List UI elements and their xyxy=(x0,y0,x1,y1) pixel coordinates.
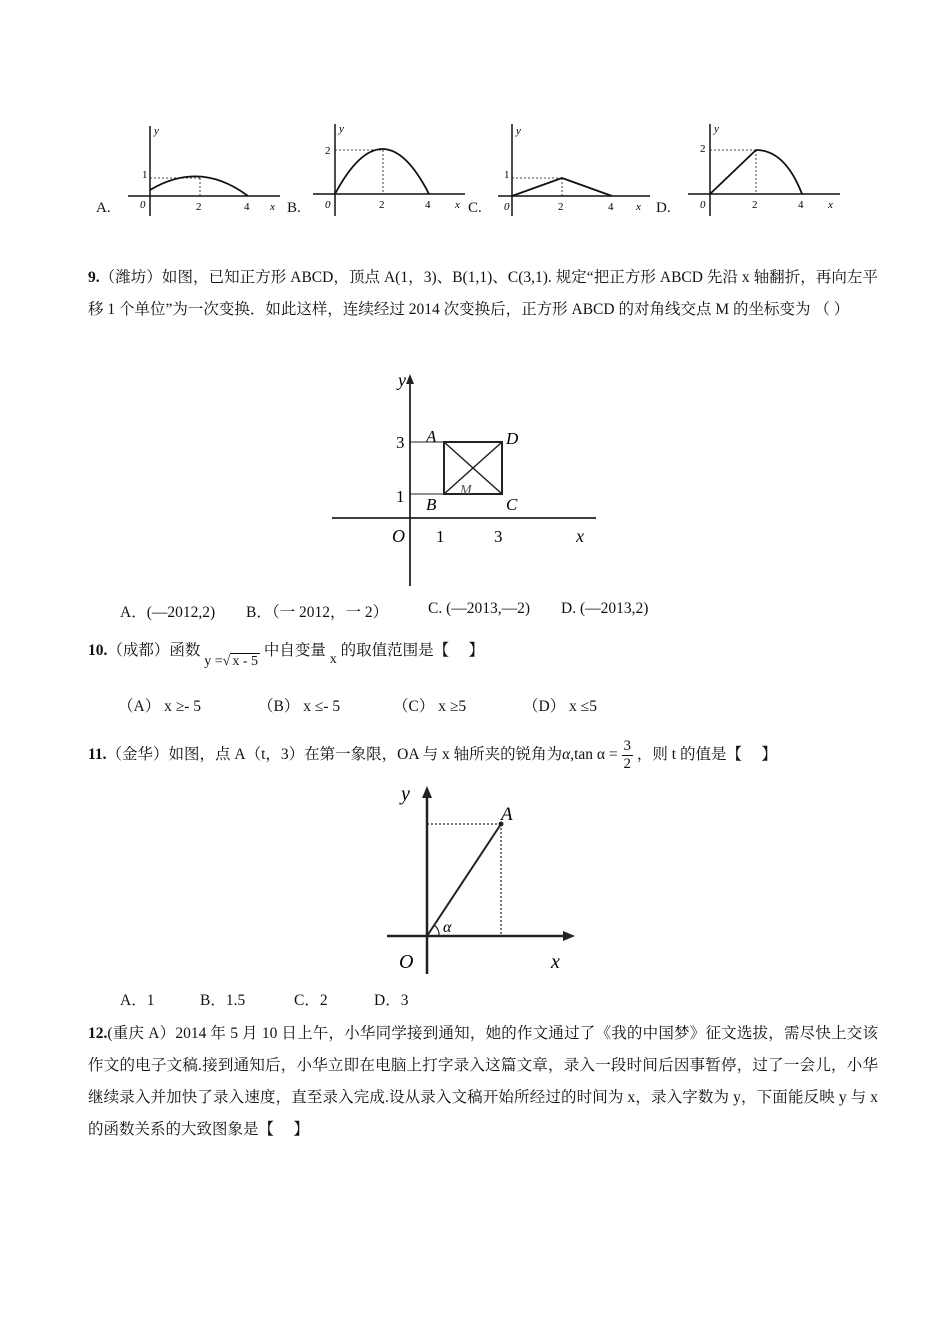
graph-a-x4: 4 xyxy=(244,201,250,213)
question-10-number: 10. xyxy=(88,642,108,659)
q11-fraction xyxy=(622,738,634,773)
q9-y-label: y xyxy=(398,372,406,390)
question-10 xyxy=(88,638,485,669)
graph-d-ylabel: y xyxy=(714,123,719,135)
q11-fraction-numerator: 3 xyxy=(623,738,632,754)
q11-figure xyxy=(385,778,585,978)
question-11-suffix: ，则 t 的值是【 】 xyxy=(636,746,777,764)
graph-a-ylabel: y xyxy=(154,125,159,137)
q9-figure xyxy=(330,372,602,590)
q10-option-d[interactable]: （D） x ≤5 xyxy=(523,698,597,715)
graph-b-origin: 0 xyxy=(325,199,331,211)
q9-label-b: B xyxy=(426,495,437,514)
question-10-middle: 中自变量 xyxy=(263,642,326,659)
q9-label-m: M xyxy=(460,483,472,498)
graph-c-xlabel: x xyxy=(636,201,641,213)
q9-option-d[interactable]: D. (—2013,2) xyxy=(561,600,649,617)
q11-option-b[interactable]: B．1.5 xyxy=(200,992,246,1009)
question-12 xyxy=(88,1018,878,1146)
graph-c-x2: 2 xyxy=(558,201,564,213)
graph-d-origin: 0 xyxy=(700,199,706,211)
q9-option-b[interactable]: B．（一 2012，一 2） xyxy=(246,604,389,621)
q11-origin: O xyxy=(399,951,414,973)
graph-d-xlabel: x xyxy=(828,199,833,211)
graph-a xyxy=(120,120,285,220)
q11-option-d[interactable]: D．3 xyxy=(374,992,409,1009)
graph-c-ylabel: y xyxy=(516,125,521,137)
q9-x-label: x xyxy=(576,526,584,546)
q9-label-c: C xyxy=(506,495,518,514)
q11-option-c[interactable]: C．2 xyxy=(294,992,328,1009)
graph-b-x2: 2 xyxy=(379,199,385,211)
graph-a-label: A. xyxy=(96,200,111,216)
q11-point-a: A xyxy=(501,804,513,825)
q9-ytick-3: 3 xyxy=(396,433,405,452)
q10-formula-radicand: x - 5 xyxy=(232,654,259,669)
q11-x-label: x xyxy=(551,951,560,973)
graph-a-y1: 1 xyxy=(142,169,148,181)
q11-alpha: α, xyxy=(562,746,575,764)
question-11 xyxy=(88,738,777,773)
graph-a-origin: 0 xyxy=(140,199,146,211)
q10-option-b[interactable]: （B） x ≤- 5 xyxy=(258,698,341,715)
graph-b xyxy=(305,120,470,220)
graph-b-ylabel: y xyxy=(339,123,344,135)
q10-formula-lhs: y = xyxy=(204,654,223,669)
graph-d xyxy=(680,120,845,220)
q10-formula: y =√ x - 5 xyxy=(204,654,259,669)
q9-tick-3: 3 xyxy=(494,527,503,546)
q9-label-a: A xyxy=(426,427,437,446)
q11-tan: tan α = xyxy=(574,746,618,764)
q9-origin: O xyxy=(392,526,405,546)
question-12-text: (重庆 A）2014 年 5 月 10 日上午，小华同学接到通知，她的作文通过了《我的中国梦》征文选拔，需尽快上交该作文的电子文稿.接到通知后，小华立即在电脑上打字录入这篇文章，录入一段时间后因事暂停，过了一会儿，小华继续录入并加快了录入速度，直至录入完成.设从录入文稿开始所经过的时间为 x，录入字数为 y，下面能反映 y 与 x 的函数关系的大致图象是【 】 xyxy=(88,1025,878,1138)
graph-c-label: C. xyxy=(468,200,482,216)
q11-y-label: y xyxy=(401,783,410,805)
q11-option-a[interactable]: A．1 xyxy=(120,992,155,1009)
graph-d-label: D. xyxy=(656,200,671,216)
question-10-suffix: 的取值范围是【 】 xyxy=(340,642,485,659)
graph-b-y2: 2 xyxy=(325,145,331,157)
question-12-number: 12. xyxy=(88,1025,108,1042)
q10-variable: x xyxy=(329,652,337,667)
q11-fraction-denominator: 2 xyxy=(623,756,632,772)
graph-b-x4: 4 xyxy=(425,199,431,211)
graph-d-x2: 2 xyxy=(752,199,758,211)
question-9-text: （潍坊）如图，已知正方形 ABCD，顶点 A(1，3)、B(1,1)、C(3,1). 规定“把正方形 ABCD 先沿 x 轴翻折，再向左平移 1 个单位”为一次变换．如此这样，连续经过 2014 次变换后，正方形 ABCD 的对角线交点 M 的坐标变为 （ ） xyxy=(88,269,878,318)
graph-c-origin: 0 xyxy=(504,201,510,213)
graph-a-x2: 2 xyxy=(196,201,202,213)
q9-option-a[interactable]: A．(—2012,2) xyxy=(120,604,216,621)
question-9-number: 9. xyxy=(88,269,100,286)
graph-c-y1: 1 xyxy=(504,169,510,181)
question-11-prefix: （金华）如图，点 A（t，3）在第一象限，OA 与 x 轴所夹的锐角为 xyxy=(106,746,563,764)
q10-option-a[interactable]: （A） x ≥- 5 xyxy=(118,698,201,715)
q9-option-c[interactable]: C. (—2013,—2) xyxy=(428,600,531,617)
question-9 xyxy=(88,262,878,326)
question-10-prefix: （成都）函数 xyxy=(107,642,201,659)
graph-c-x4: 4 xyxy=(608,201,614,213)
graph-a-xlabel: x xyxy=(270,201,275,213)
q9-ytick-1: 1 xyxy=(396,487,405,506)
q9-tick-1: 1 xyxy=(436,527,445,546)
graph-d-x4: 4 xyxy=(798,199,804,211)
graph-b-xlabel: x xyxy=(455,199,460,211)
graph-d-y2: 2 xyxy=(700,143,706,155)
q9-label-d: D xyxy=(506,429,519,448)
q11-angle-label: α xyxy=(443,919,452,936)
graph-b-label: B. xyxy=(287,200,301,216)
question-11-number: 11. xyxy=(88,746,107,764)
graph-c xyxy=(490,120,655,220)
q10-option-c[interactable]: （C） x ≥5 xyxy=(393,698,467,715)
